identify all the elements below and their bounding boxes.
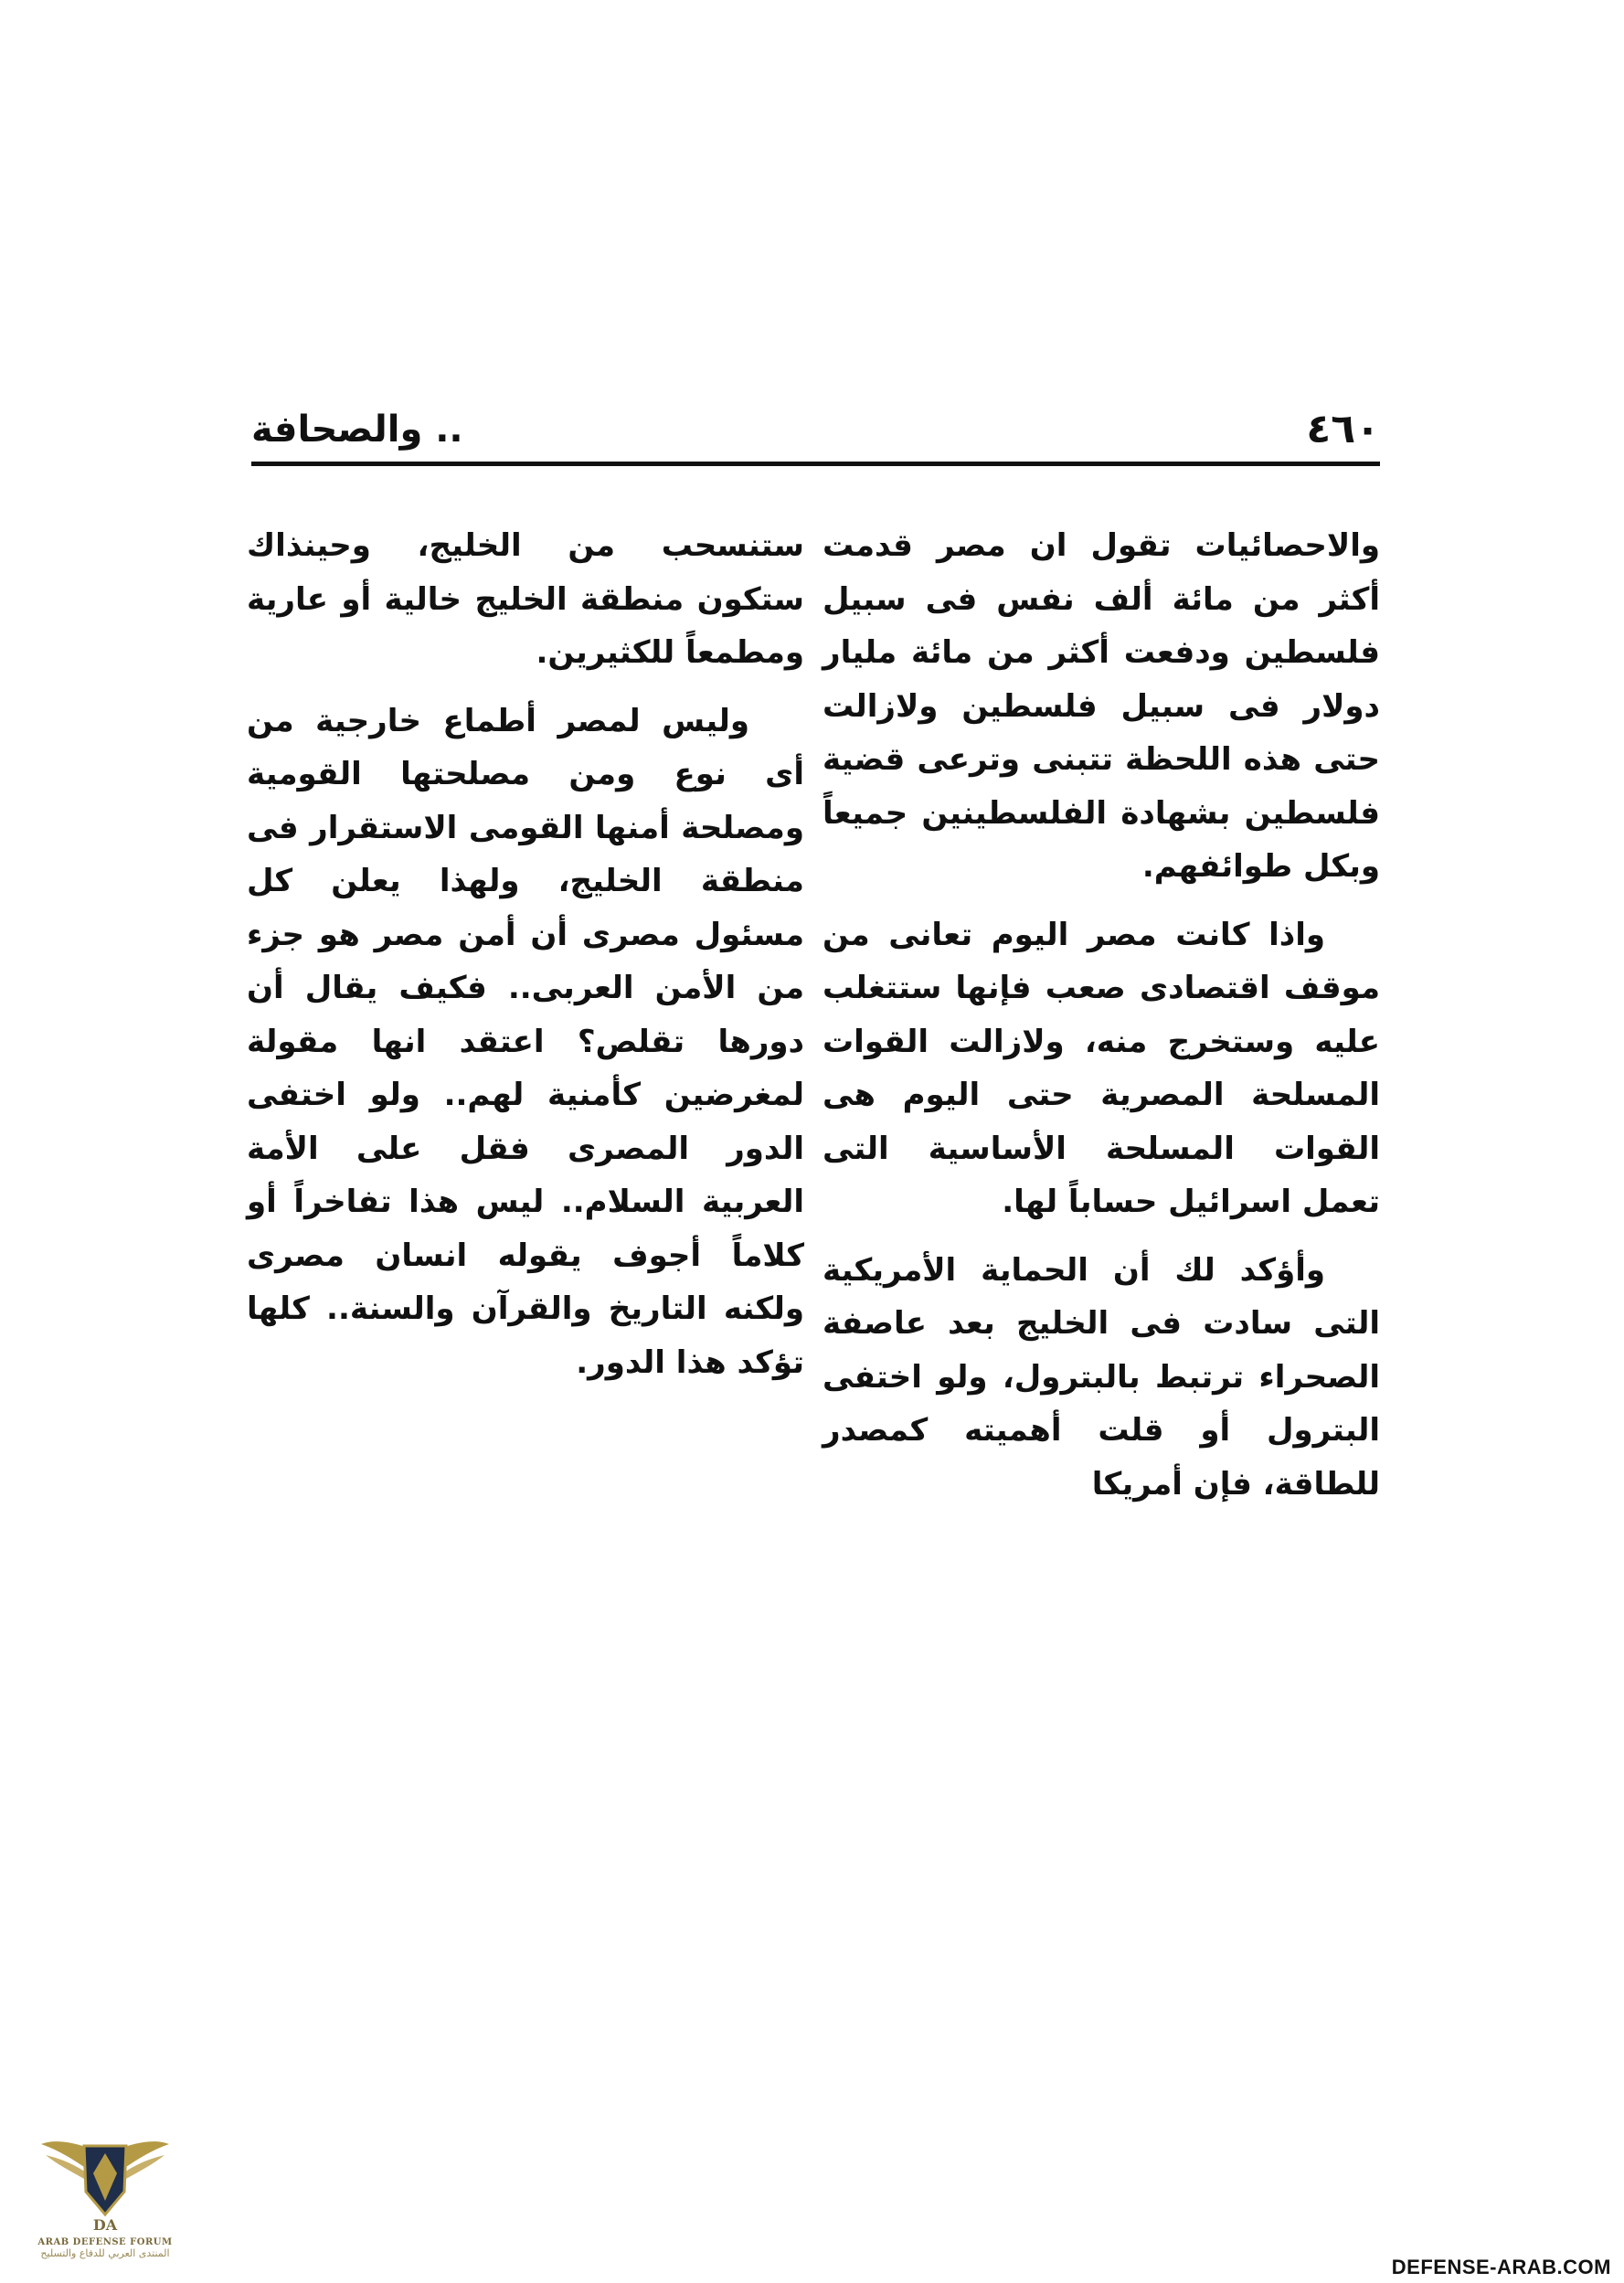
paragraph: ستنسحب من الخليج، وحينذاك ستكون منطقة الخليج خالية أو عارية ومطمعاً للكثيرين. (247, 527, 804, 671)
header-rule (251, 462, 1380, 466)
paragraph: وأؤكد لك أن الحماية الأمريكية التى سادت فى الخليج بعد عاصفة الصحراء ترتبط بالبترول، ولو اختفى البترول أو قلت أهميته كمصدر للطاقة، فإن أمريكا (823, 1251, 1380, 1503)
page-header (251, 402, 1380, 466)
paragraph: وليس لمصر أطماع خارجية من أى نوع ومن مصلحتها القومية ومصلحة أمنها القومى الاستقرار فى منطقة الخليج، ولهذا يعلن كل مسئول مصرى أن أمن مصر هو جزء من الأمن العربى.. فكيف يقال أن دورها تقلص؟ اعتقد انها مقولة لمغرضين كأمنية لهم.. ولو اختفى الدور المصرى فقل على الأمة العربية السلام.. ليس هذا تفاخراً أو كلاماً أجوف يقوله انسان مصرى ولكنه التاريخ والقرآن والسنة.. كلها تؤكد هذا الدور. (247, 702, 804, 1381)
logo-letters: DA (92, 2216, 118, 2234)
eagle-shield-icon (37, 2118, 174, 2237)
forum-logo (37, 2118, 174, 2278)
running-title: .. والصحافة (251, 409, 463, 451)
paragraph: والاحصائيات تقول ان مصر قدمت أكثر من مائة ألف نفس فى سبيل فلسطين ودفعت أكثر من مائة مليار دولار فى سبيل فلسطين ولازالت حتى هذه اللحظة تتبنى وترعى قضية فلسطين بشهادة الفلسطينين جميعاً وبكل طوائفهم. (823, 527, 1380, 885)
paragraph: واذا كانت مصر اليوم تعانى من موقف اقتصادى صعب فإنها ستتغلب عليه وستخرج منه، ولازالت القوات المسلحة المصرية حتى اليوم هى القوات المسلحة الأساسية التى تعمل اسرائيل حساباً لها. (823, 916, 1380, 1220)
logo-name-ar: المنتدى العربي للدفاع والتسليح (40, 2247, 170, 2259)
right-column (823, 519, 1380, 1525)
logo-name-en: ARAB DEFENSE FORUM (37, 2237, 173, 2247)
site-url: DEFENSE-ARAB.COM (1391, 2256, 1611, 2278)
page-number: ٤٦٠ (1306, 406, 1380, 452)
left-column (247, 519, 804, 1404)
